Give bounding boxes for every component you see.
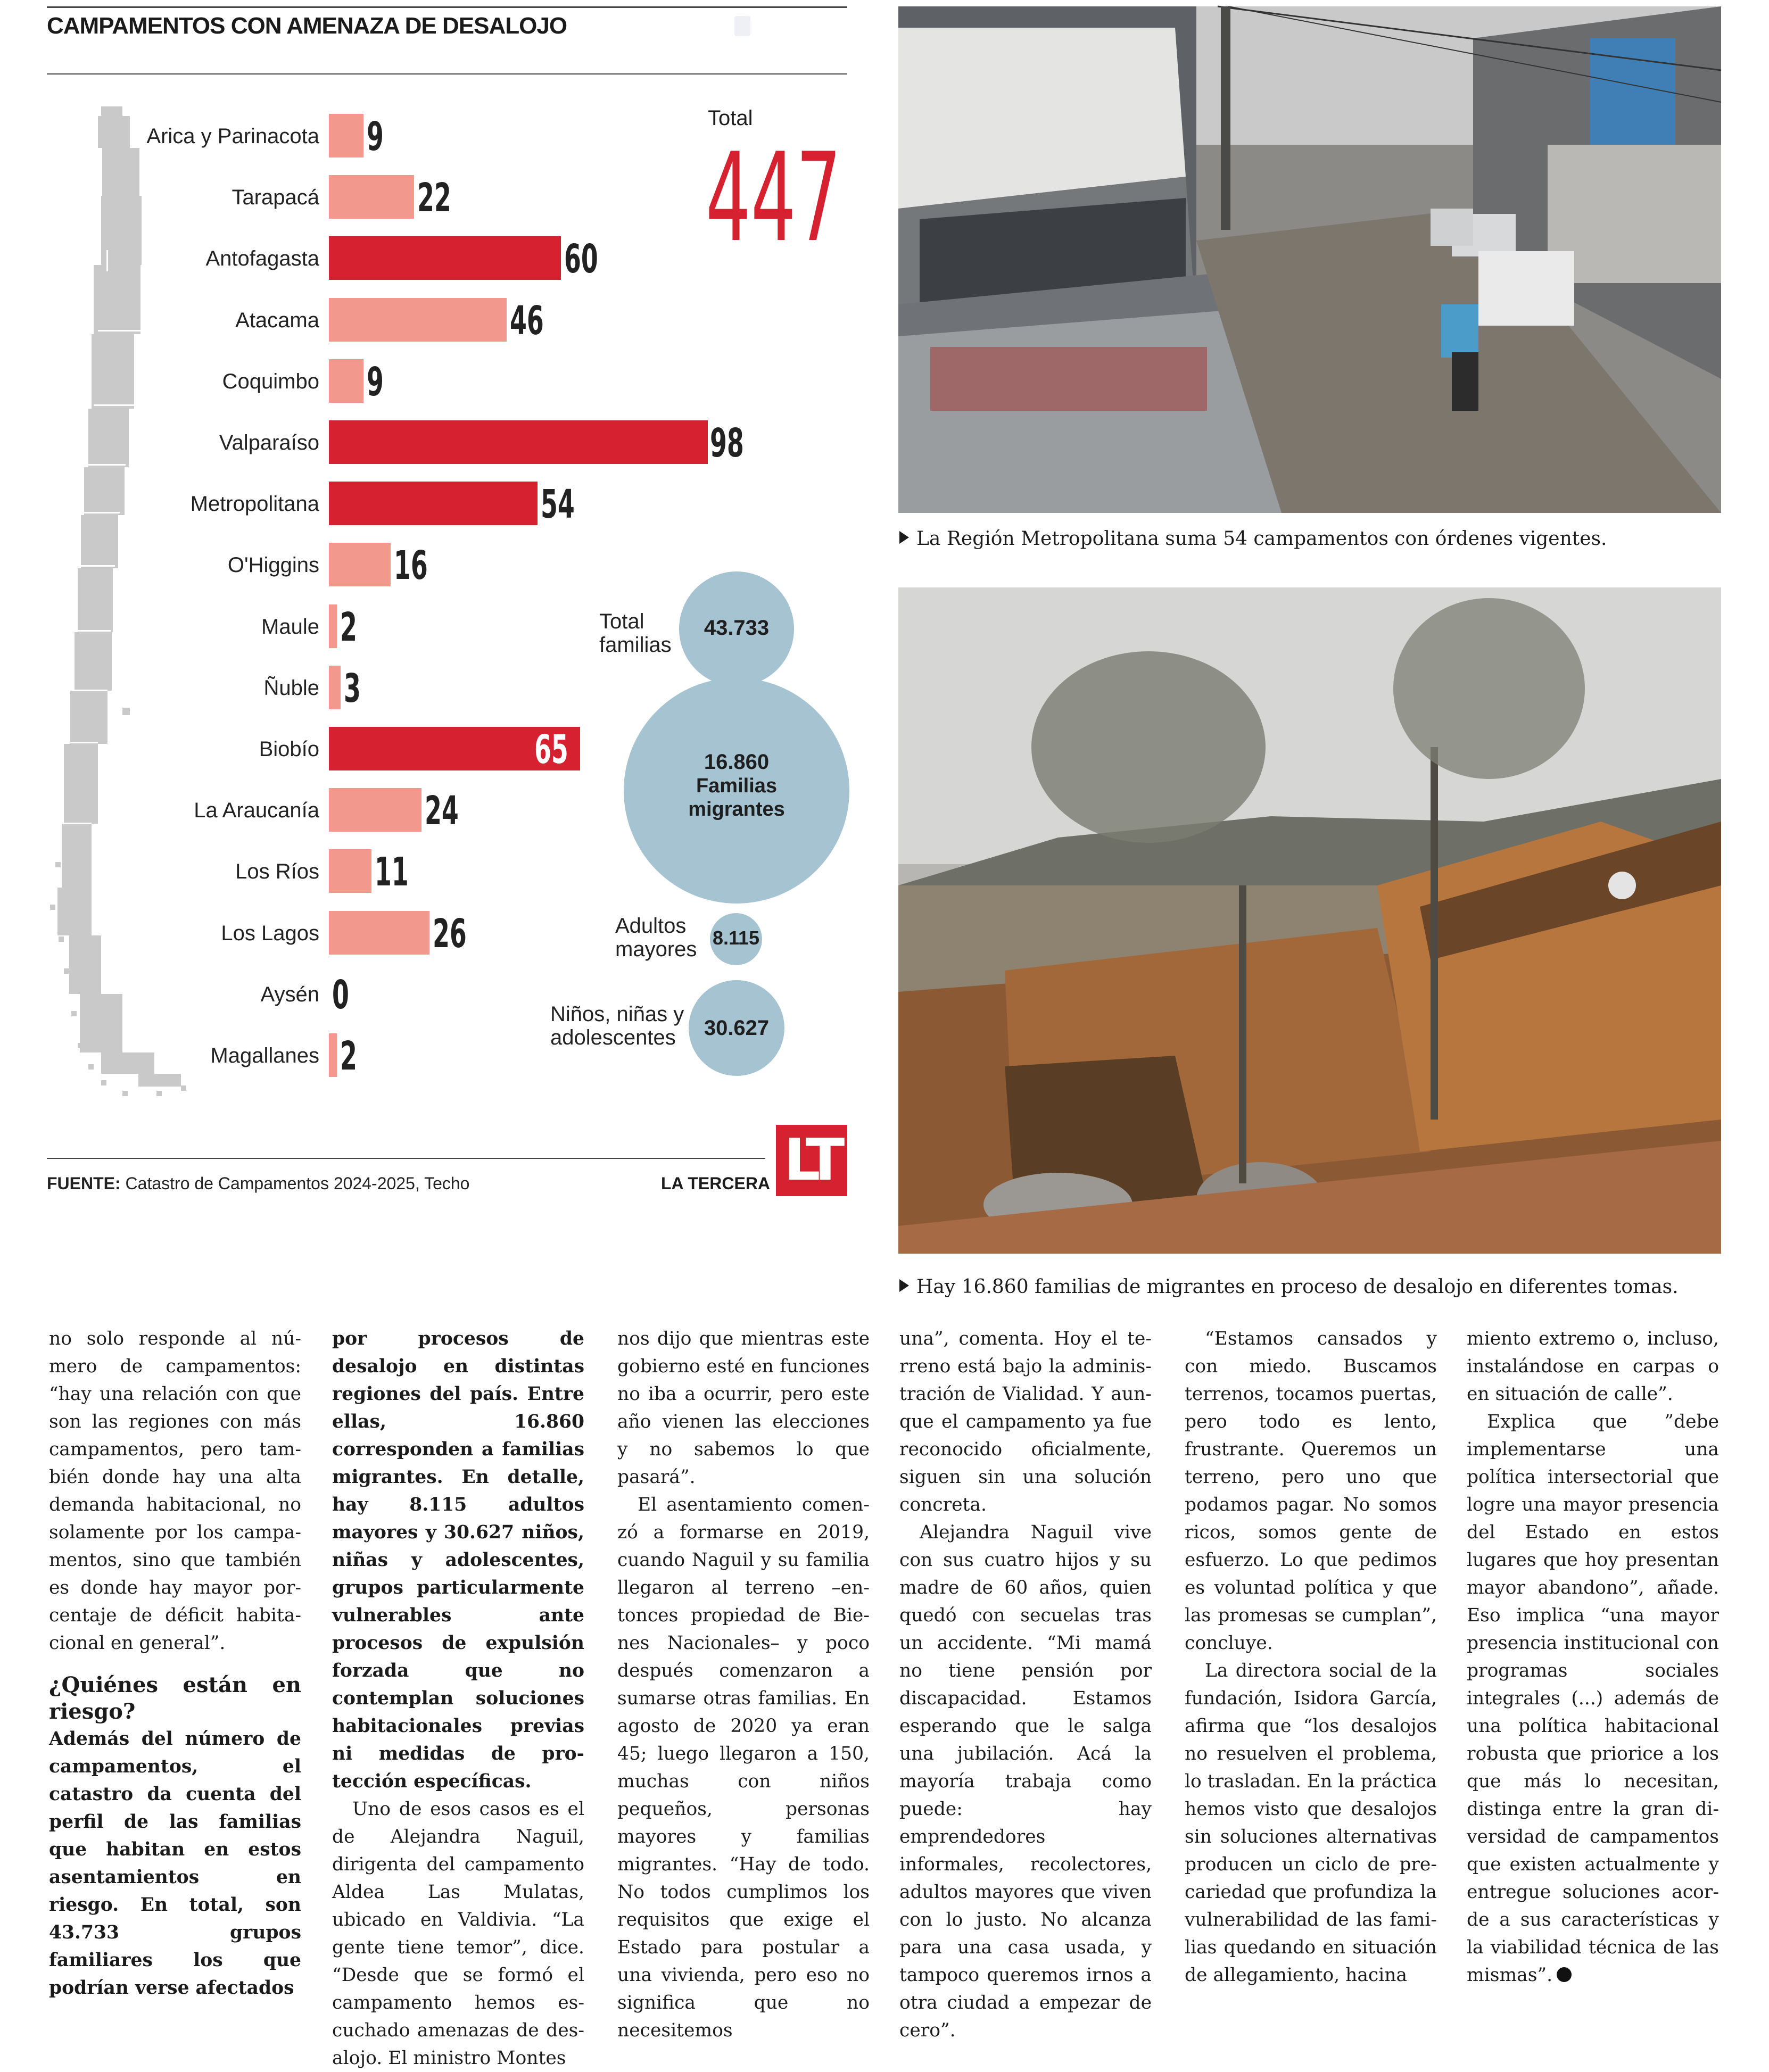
title-rule — [47, 73, 847, 74]
region-value: 98 — [710, 420, 744, 466]
region-bar — [329, 420, 708, 464]
region-label: Ñuble — [263, 676, 319, 700]
article-paragraph: nos dijo que mientras este gobierno esté en funciones no iba a ocurrir, pero este año vienen las elecciones y no sabemos lo que pasará”. — [617, 1328, 870, 1488]
migrant-families-label-line2: migrantes — [688, 798, 785, 820]
region-label: Tarapacá — [232, 186, 319, 210]
region-label: Aysén — [260, 982, 319, 1006]
eviction-infographic — [0, 0, 873, 1224]
total-label: Total — [708, 106, 753, 130]
total-families-label-line2: familias — [599, 633, 672, 657]
children-label-line2: adolescentes — [550, 1026, 676, 1049]
total-families-value: 43.733 — [704, 616, 770, 640]
migrant-families-value: 16.860 — [704, 750, 770, 774]
region-value: 26 — [432, 910, 467, 957]
elderly-label-line1: Adultos — [615, 914, 687, 938]
note-icon — [734, 16, 750, 36]
infographic-title: CAMPAMENTOS CON AMENAZA DE DESALOJO — [47, 13, 567, 39]
region-label: Antofagasta — [205, 247, 319, 271]
source-note — [47, 1174, 469, 1194]
children-label — [550, 1002, 684, 1049]
region-value: 0 — [332, 972, 349, 1018]
region-label: La Araucanía — [194, 799, 319, 823]
total-value: 447 — [706, 127, 841, 269]
region-label: Metropolitana — [190, 492, 319, 516]
region-value: 3 — [343, 665, 361, 711]
article-paragraph — [1467, 1408, 1719, 1989]
region-value: 9 — [367, 359, 384, 405]
region-value: 2 — [340, 604, 357, 650]
region-label: Magallanes — [210, 1044, 319, 1067]
region-bar — [329, 175, 414, 219]
photo-top-caption — [899, 528, 1607, 550]
photo-metropolitana-camp — [898, 6, 1721, 513]
photo-top-caption-text: La Región Metropolitana suma 54 campamentos con órdenes vigentes. — [916, 528, 1607, 550]
article-paragraph: una”, comenta. Hoy el terreno está bajo la administración de Vialidad. Y aunque el campamento ya fue reconocido oficialmente, siguen sin una solución concreta. — [899, 1328, 1152, 1515]
region-value: 54 — [541, 482, 575, 528]
article-paragraph: Además del número de campamentos, el catastro da cuenta del perfil de las familias que habitan en estos asentamientos en riesgo. En total, son 43.733 grupos familiares los que podrían verse afectados — [49, 1728, 301, 1999]
photo-bottom-caption — [899, 1276, 1679, 1298]
region-label: O'Higgins — [227, 553, 319, 577]
top-rule — [47, 6, 847, 8]
region-bar — [329, 359, 363, 403]
photo-bottom-caption-text: Hay 16.860 familias de migrantes en proceso de desalojo en diferentes tomas. — [916, 1276, 1679, 1298]
region-value: 2 — [340, 1033, 357, 1079]
region-value: 65 — [534, 727, 569, 773]
region-value: 46 — [510, 297, 544, 344]
source-text: Catastro de Campamentos 2024-2025, Techo — [120, 1174, 470, 1193]
article-column-6 — [1467, 1325, 1719, 1985]
total-families-label-line1: Total — [599, 610, 644, 633]
article-column-3 — [617, 1325, 870, 2041]
elderly-label — [615, 914, 697, 961]
article-paragraph: Uno de esos casos es el de Alejandra Naguil, dirigenta del campamento Aldea Las Mulatas, ubicado en Valdivia. “La gente tiene temor”, dice. “Desde que se formó el campamento hemos escuchado amenazas de desalojo. El ministro Montes — [332, 1799, 584, 2069]
region-bar — [329, 298, 507, 342]
region-label: Biobío — [259, 737, 319, 761]
article-column-1 — [49, 1325, 301, 1999]
region-label: Coquimbo — [222, 369, 319, 393]
end-of-article-icon — [1557, 1967, 1572, 1982]
region-label: Atacama — [235, 308, 319, 332]
region-bar — [329, 543, 391, 586]
region-bar — [329, 911, 429, 955]
region-bar — [329, 482, 538, 525]
region-bar — [329, 1033, 337, 1077]
article-column-2 — [332, 1325, 584, 2069]
article-paragraph: por procesos de desalojo en distintas regiones del país. Entre ellas, 16.860 corresponden a familias migrantes. En detalle, hay 8.115 adultos mayores y 30.627 niños, niñas y adolescentes, grupos particularmente vulnerables ante procesos de expulsión forzada que no contemplan soluciones habitacionales previas ni medidas de protección específicas. — [332, 1328, 584, 1792]
region-value: 60 — [564, 236, 598, 283]
footer-rule — [47, 1158, 765, 1159]
photo-migrant-camp — [898, 587, 1721, 1254]
article-column-4 — [899, 1325, 1152, 2041]
migrant-families-label-line1: Familias — [696, 775, 778, 797]
region-label: Valparaíso — [219, 431, 319, 454]
source-prefix: FUENTE: — [47, 1174, 121, 1193]
region-label: Maule — [261, 615, 319, 639]
region-label: Los Ríos — [235, 860, 319, 884]
region-label: Arica y Parinacota — [146, 125, 319, 148]
article-paragraph: miento extremo o, incluso, instalándose en carpas o en situación de calle”. — [1467, 1328, 1719, 1405]
article-paragraph: Alejandra Naguil vive con sus cuatro hijos y su madre de 60 años, quien quedó con secuelas tras un accidente. “Mi mamá no tiene pensión por discapacidad. Estamos esperando que le salga una jubilación. Acá la mayoría trabaja como puede: hay emprendedores informales, recolectores, adultos mayores que viven con lo justo. No alcanza para una casa usada, y tampoco queremos irnos a otra ciudad a empezar de cero”. — [899, 1522, 1152, 2041]
photo-camp-street — [898, 6, 1721, 513]
children-value: 30.627 — [704, 1016, 770, 1040]
region-value: 24 — [425, 788, 459, 834]
article-paragraph: El asentamiento comenzó a formarse en 2019, cuando Naguil y su familia llegaron al terreno –entonces propiedad de Bienes Nacionales– y poco después comenzaron a sumarse otras familias. En agosto de 2020 ya eran 45; luego llegaron a 150, muchas con niños pequeños, personas mayores y familias migrantes. “Hay de todo. No todos cumplimos los requisitos que exige el Estado para postular a una vivienda, pero eso no significa que no necesitemos — [617, 1494, 870, 2041]
region-bar — [329, 666, 341, 709]
region-value: 11 — [374, 849, 409, 896]
elderly-value: 8.115 — [712, 927, 760, 949]
article-paragraph: La directora social de la fundación, Isidora García, afirma que “los desalojos no resuelven el problema, lo trasladan. En la práctica hemos visto que desalojos sin soluciones alternativas producen un ciclo de precariedad que profundiza la vulnerabilidad de las familias quedando en situación de allegamiento, hacina — [1185, 1660, 1437, 1986]
caption-arrow-icon — [899, 1279, 909, 1292]
article-column-5 — [1185, 1325, 1437, 1985]
region-bar — [329, 604, 337, 648]
total-families-label — [599, 610, 672, 657]
article-paragraph-text: Explica que ”debe implementarse una política intersectorial que logre una mayor presencia del Estado en estos lugares que hoy presentan mayor abandono”, añade. Eso implica “una mayor presencia institucional con programas sociales integrales (...) además de una política habitacional robusta que priorice a los que más lo necesitan, distinga entre la gran diversidad de campamentos que existen actualmente y entregue soluciones acorde a sus características y la viabilidad técnica de las mismas”. — [1467, 1411, 1719, 1986]
region-value: 9 — [367, 114, 384, 160]
region-bar — [329, 114, 363, 158]
region-bar — [329, 849, 371, 893]
la-tercera-logo: LT — [776, 1125, 847, 1196]
photo-wooden-houses — [898, 587, 1721, 1254]
region-value: 16 — [394, 543, 428, 589]
caption-arrow-icon — [899, 531, 909, 544]
children-label-line1: Niños, niñas y — [550, 1002, 684, 1026]
region-bar — [329, 788, 421, 832]
article-paragraph: no solo responde al número de campamentos: “hay una relación con que son las regiones con más campamentos, pero también donde hay una alta demanda habitacional, no solamente por los campamentos, sino que también es donde hay mayor porcentaje de déficit habitacional en general”. — [49, 1328, 301, 1654]
region-label: Los Lagos — [221, 921, 319, 945]
article-paragraph: “Estamos cansados y con miedo. Buscamos terrenos, tocamos puertas, pero todo es lento, frustrante. Queremos un terreno, pero uno que podamos pagar. No somos ricos, somos gente de esfuerzo. Lo que pedimos es voluntad política y que las promesas se cumplan”, concluye. — [1185, 1328, 1437, 1654]
section-heading: ¿Quiénes están en riesgo? — [49, 1672, 301, 1724]
brand-name: LA TERCERA — [661, 1174, 771, 1193]
region-value: 22 — [417, 175, 451, 221]
region-bar — [329, 236, 561, 280]
elderly-label-line2: mayores — [615, 938, 697, 961]
